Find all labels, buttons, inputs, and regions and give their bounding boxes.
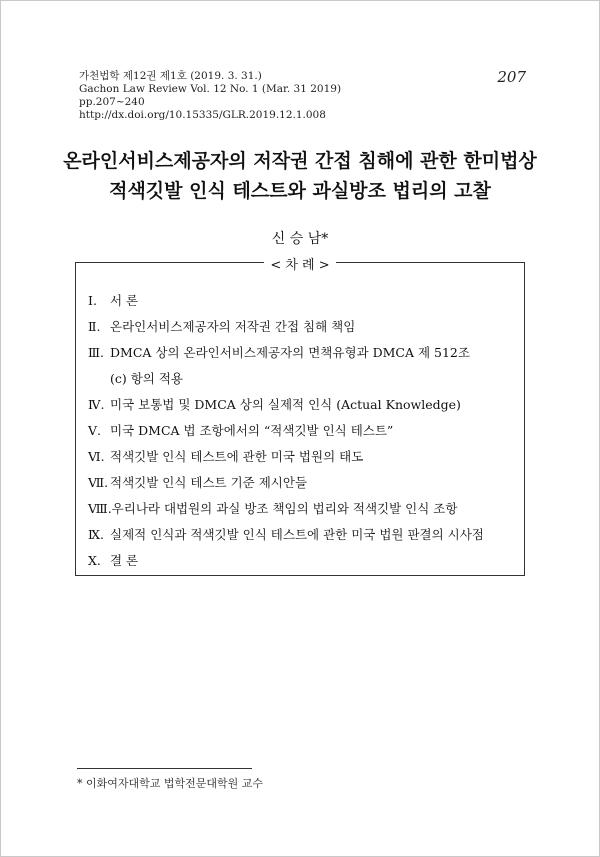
article-title-line-1: 온라인서비스제공자의 저작권 간접 침해에 관한 한미법상 [63, 150, 537, 172]
toc-item-number: Ⅵ. [88, 449, 105, 464]
article-title-line-2: 적색깃발 인식 테스트와 과실방조 법리의 고찰 [109, 180, 491, 202]
toc-item-number: Ⅳ. [88, 397, 105, 412]
toc-item [88, 314, 513, 340]
toc-item [88, 522, 513, 548]
toc-heading-text: < 차 례 > [264, 258, 335, 273]
toc-item [88, 392, 513, 418]
toc-item-text: DMCA 상의 온라인서비스제공자의 면책유형과 DMCA 제 512조 [110, 345, 470, 360]
page-range: pp.207~240 [79, 96, 145, 108]
toc-heading [0, 254, 600, 273]
doi-link[interactable]: http://dx.doi.org/10.15335/GLR.2019.12.1.008 [79, 109, 326, 121]
toc-list [88, 288, 513, 574]
toc-item-text: 온라인서비스제공자의 저작권 간접 침해 책임 [110, 319, 356, 334]
toc-item-text: 실제적 인식과 적색깃발 인식 테스트에 관한 미국 법원 판결의 시사점 [110, 527, 484, 542]
toc-item-text: 미국 보통법 및 DMCA 상의 실제적 인식 (Actual Knowledge) [110, 397, 461, 412]
toc-item-number: Ⅸ. [88, 527, 105, 542]
toc-item [88, 548, 513, 574]
toc-item-number: Ⅶ. [88, 475, 109, 490]
toc-item [88, 444, 513, 470]
page-number: 207 [497, 68, 526, 86]
toc-item-text: 서 론 [110, 293, 139, 308]
journal-title-english: Gachon Law Review Vol. 12 No. 1 (Mar. 31 2019) [79, 83, 342, 95]
toc-item-text: (c) 항의 적용 [110, 371, 184, 386]
author-footnote: * 이화여자대학교 법학전문대학원 교수 [77, 777, 264, 790]
toc-item-text: 적색깃발 인식 테스트에 관한 미국 법원의 태도 [110, 449, 364, 464]
footnote-divider [77, 768, 252, 769]
toc-item [88, 340, 513, 366]
toc-item-text: 우리나라 대법원의 과실 방조 책임의 법리와 적색깃발 인식 조항 [111, 501, 458, 516]
toc-item [88, 470, 513, 496]
journal-header [79, 70, 341, 122]
toc-item-continuation [88, 366, 513, 392]
toc-item-text: 미국 DMCA 법 조항에서의 “적색깃발 인식 테스트” [110, 423, 394, 438]
toc-item-text: 결 론 [110, 553, 139, 568]
toc-item [88, 418, 513, 444]
toc-item-number: Ⅷ. [88, 501, 112, 516]
toc-item-number: Ⅴ. [88, 423, 102, 438]
toc-item-number: Ⅱ. [88, 319, 101, 334]
toc-item [88, 288, 513, 314]
journal-title-korean: 가천법학 제12권 제1호 (2019. 3. 31.) [79, 70, 262, 82]
toc-item-number: Ⅹ. [88, 553, 101, 568]
toc-item-text: 적색깃발 인식 테스트 기준 제시안들 [110, 475, 308, 490]
author-name: 신 승 남* [271, 231, 329, 247]
toc-item-number: Ⅲ. [88, 345, 105, 360]
toc-item-number: Ⅰ. [88, 293, 97, 308]
toc-item [88, 496, 513, 522]
toc-item-number [88, 366, 110, 392]
